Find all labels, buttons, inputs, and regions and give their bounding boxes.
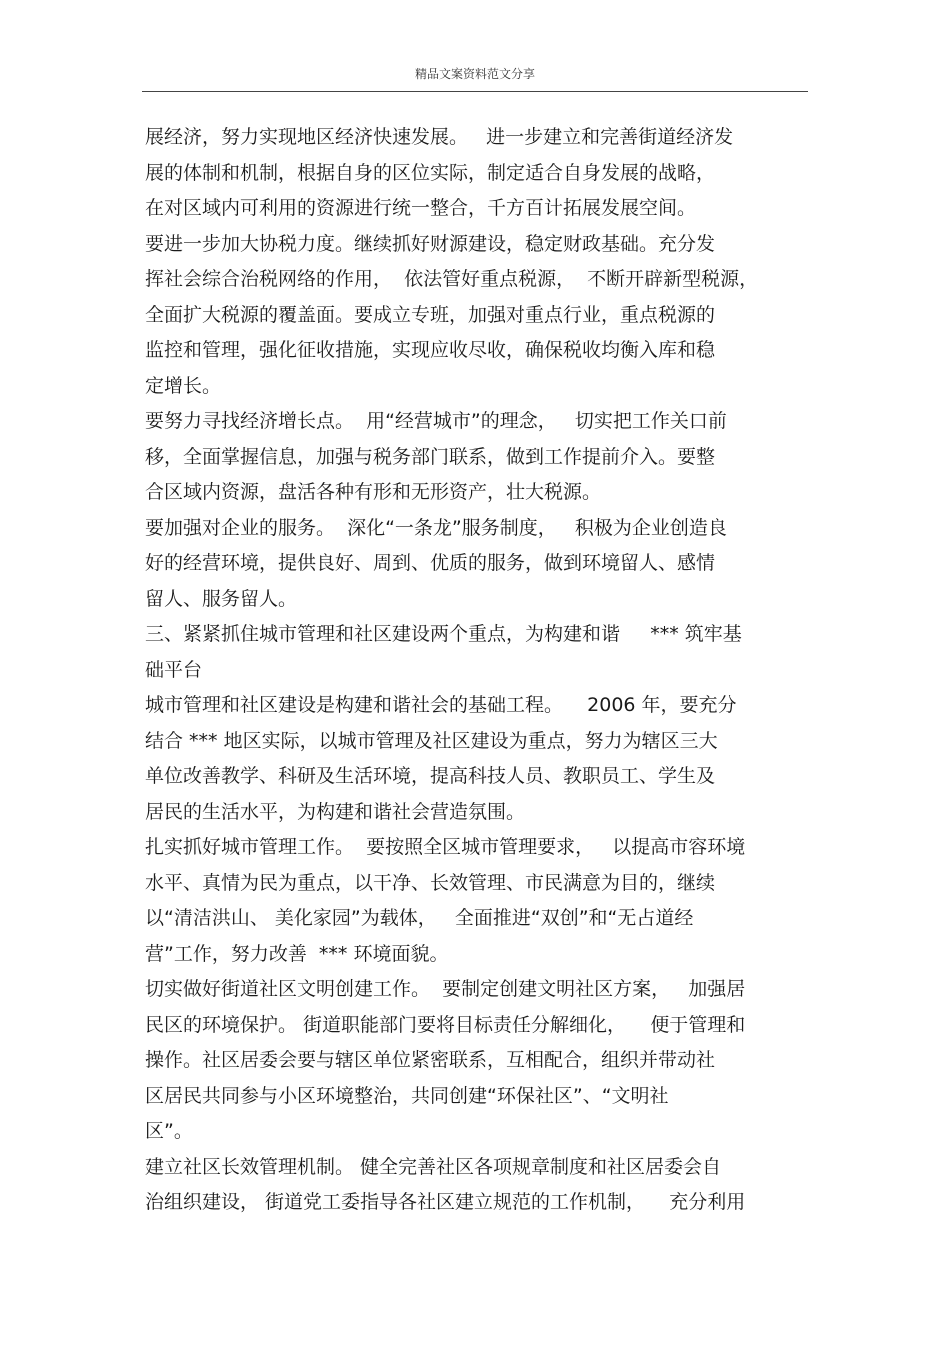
page-header: 精品文案资料范文分享 xyxy=(414,67,535,81)
body-text xyxy=(145,120,810,1221)
text-line: 要努力寻找经济增长点。 用“经营城市”的理念， 切实把工作关口前 xyxy=(145,410,727,432)
text-line: 民区的环境保护。 街道职能部门要将目标责任分解细化， 便于管理和 xyxy=(145,1013,746,1036)
text-line: 以“清洁洪山、 美化家园”为载体， 全面推进“双创”和“无占道经 xyxy=(145,907,694,929)
text-line: 单位改善教学、科研及生活环境，提高科技人员、教职员工、学生及 xyxy=(145,765,716,787)
text-line: 水平、真情为民为重点，以干净、长效管理、市民满意为目的，继续 xyxy=(145,871,716,894)
text-line: 切实做好街道社区文明创建工作。 要制定创建文明社区方案， 加强居 xyxy=(145,978,746,1000)
text-line: 合区域内资源，盘活各种有形和无形资产，壮大税源。 xyxy=(145,481,602,503)
text-line: 展经济，努力实现地区经济快速发展。 进一步建立和完善街道经济发 xyxy=(145,126,734,148)
text-line: 全面扩大税源的覆盖面。要成立专班，加强对重点行业，重点税源的 xyxy=(145,303,716,326)
text-line: 监控和管理，强化征收措施，实现应收尽收，确保税收均衡入库和稳 xyxy=(145,339,716,361)
text-line: 展的体制和机制，根据自身的区位实际，制定适合自身发展的战略， xyxy=(145,161,716,184)
text-line: 城市管理和社区建设是构建和谐社会的基础工程。 2006 年，要充分 xyxy=(145,694,737,716)
text-line: 定增长。 xyxy=(145,374,222,397)
text-line: 区”。 xyxy=(145,1120,193,1142)
text-line: 治组织建设， 街道党工委指导各社区建立规范的工作机制， 充分利用 xyxy=(145,1191,746,1213)
text-line: 移，全面掌握信息，加强与税务部门联系，做到工作提前介入。要整 xyxy=(145,445,716,468)
section-heading: 础平台 xyxy=(145,658,203,681)
text-line: 居民的生活水平，为构建和谐社会营造氛围。 xyxy=(145,800,526,823)
text-line: 要加强对企业的服务。 深化“一条龙”服务制度， 积极为企业创造良 xyxy=(145,516,727,539)
text-line: 在对区域内可利用的资源进行统一整合，千方百计拓展发展空间。 xyxy=(145,197,697,219)
text-line: 扎实抓好城市管理工作。 要按照全区城市管理要求， 以提高市容环境 xyxy=(145,836,746,858)
text-line: 结合 *** 地区实际，以城市管理及社区建设为重点，努力为辖区三大 xyxy=(145,729,718,752)
text-line: 建立社区长效管理机制。 健全完善社区各项规章制度和社区居委会自 xyxy=(145,1155,722,1178)
section-heading: 三、紧紧抓住城市管理和社区建设两个重点，为构建和谐 *** 筑牢基 xyxy=(145,623,742,645)
text-line: 区居民共同参与小区环境整治，共同创建“环保社区”、“文明社 xyxy=(145,1084,669,1107)
text-line: 好的经营环境，提供良好、周到、优质的服务，做到环境留人、感情 xyxy=(145,552,716,574)
text-line: 留人、服务留人。 xyxy=(145,587,298,610)
text-line: 要进一步加大协税力度。继续抓好财源建设，稳定财政基础。充分发 xyxy=(145,232,716,255)
text-line: 挥社会综合治税网络的作用， 依法管好重点税源， 不断开辟新型税源， xyxy=(145,268,759,290)
header-divider xyxy=(142,91,808,92)
text-line: 营”工作，努力改善 *** 环境面貌。 xyxy=(145,942,449,965)
text-line: 操作。社区居委会要与辖区单位紧密联系，互相配合，组织并带动社 xyxy=(145,1049,716,1071)
